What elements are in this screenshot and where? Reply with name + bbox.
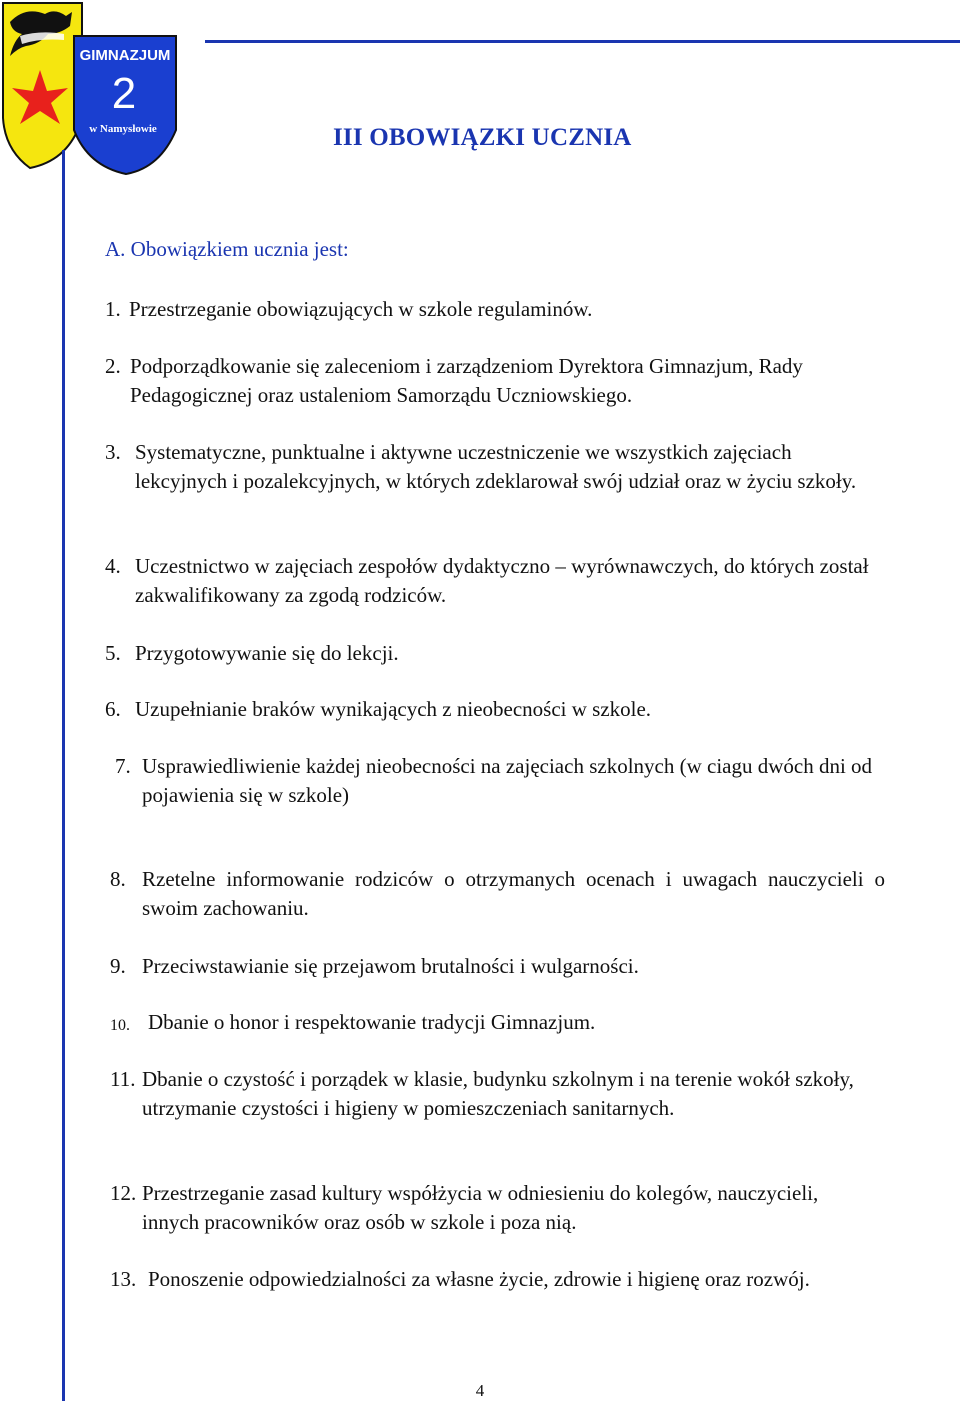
list-item-number: 3. (105, 440, 121, 464)
page-heading: III OBOWIĄZKI UCZNIA (333, 124, 632, 151)
list-item (105, 295, 785, 324)
list-item-text: Uzupełnianie braków wynikających z nieobecności w szkole. (135, 697, 652, 721)
list-item-text: Dbanie o honor i respektowanie tradycji Gimnazjum. (148, 1010, 596, 1034)
margin-rule (62, 150, 65, 1401)
list-item (110, 1265, 870, 1294)
header-rule (205, 40, 960, 43)
list-item-number: 4. (105, 554, 121, 578)
list-item-number: 5. (105, 641, 121, 665)
list-item (105, 438, 865, 496)
list-item-number: 9. (110, 954, 126, 978)
list-item (110, 865, 885, 923)
list-item-text: Przestrzeganie zasad kultury współżycia w odniesieniu do kolegów, nauczycieli, innych pracowników oraz osób w szkole i poza nią. (142, 1181, 819, 1234)
crest-town-label: w Namysłowie (89, 123, 157, 135)
list-item-text: Systematyczne, punktualne i aktywne uczestniczenie we wszystkich zajęciach lekcyjnych i pozalekcyjnych, w których zdeklarował swój udział oraz w życiu szkoły. (135, 440, 857, 493)
list-item-text: Przygotowywanie się do lekcji. (135, 641, 399, 665)
list-item-text: Ponoszenie odpowiedzialności za własne życie, zdrowie i higienę oraz rozwój. (148, 1267, 810, 1291)
list-item-text: Przestrzeganie obowiązujących w szkole regulaminów. (129, 297, 593, 321)
list-item-number: 1. (105, 297, 121, 321)
list-item-number: 8. (110, 867, 126, 891)
list-item (105, 552, 875, 610)
page-number: 4 (475, 1381, 485, 1400)
list-item (110, 1008, 810, 1037)
list-item (110, 1179, 850, 1237)
list-item (105, 695, 805, 724)
list-item-text: Dbanie o czystość i porządek w klasie, budynku szkolnym i na terenie wokół szkoły, utrzymanie czystości i higieny w pomieszczeniach sanitarnych. (142, 1067, 854, 1120)
list-item-text: Uczestnictwo w zajęciach zespołów dydaktyczno – wyrównawczych, do których został zakwalifikowany za zgodą rodziców. (135, 554, 869, 607)
crest-school-label: GIMNAZJUM (79, 47, 171, 64)
list-item-text: Rzetelne informowanie rodziców o otrzymanych ocenach i uwagach nauczycieli o swoim zachowaniu. (142, 867, 885, 920)
list-item (105, 639, 705, 668)
school-crest-logo (0, 0, 182, 180)
list-item-number: 6. (105, 697, 121, 721)
list-item-text: Usprawiedliwienie każdej nieobecności na zajęciach szkolnych (w ciagu dwóch dni od pojawienia się w szkole) (142, 754, 873, 807)
list-item-number: 10. (110, 1017, 130, 1034)
list-item-number: 2. (105, 354, 121, 378)
list-item-number: 7. (115, 754, 131, 778)
list-item (110, 952, 810, 981)
crest-school-number: 2 (111, 69, 137, 118)
list-item-number: 13. (110, 1267, 137, 1291)
list-item (105, 352, 885, 410)
list-item-text: Przeciwstawianie się przejawom brutalności i wulgarności. (142, 954, 639, 978)
list-item-number: 12. (110, 1181, 137, 1205)
list-item (115, 752, 875, 810)
section-title: A. Obowiązkiem ucznia jest: (105, 237, 349, 261)
list-item-text: Podporządkowanie się zaleceniom i zarządzeniom Dyrektora Gimnazjum, Rady Pedagogicznej oraz ustaleniom Samorządu Uczniowskiego. (130, 354, 803, 407)
list-item-number: 11. (110, 1067, 136, 1091)
list-item (110, 1065, 875, 1123)
